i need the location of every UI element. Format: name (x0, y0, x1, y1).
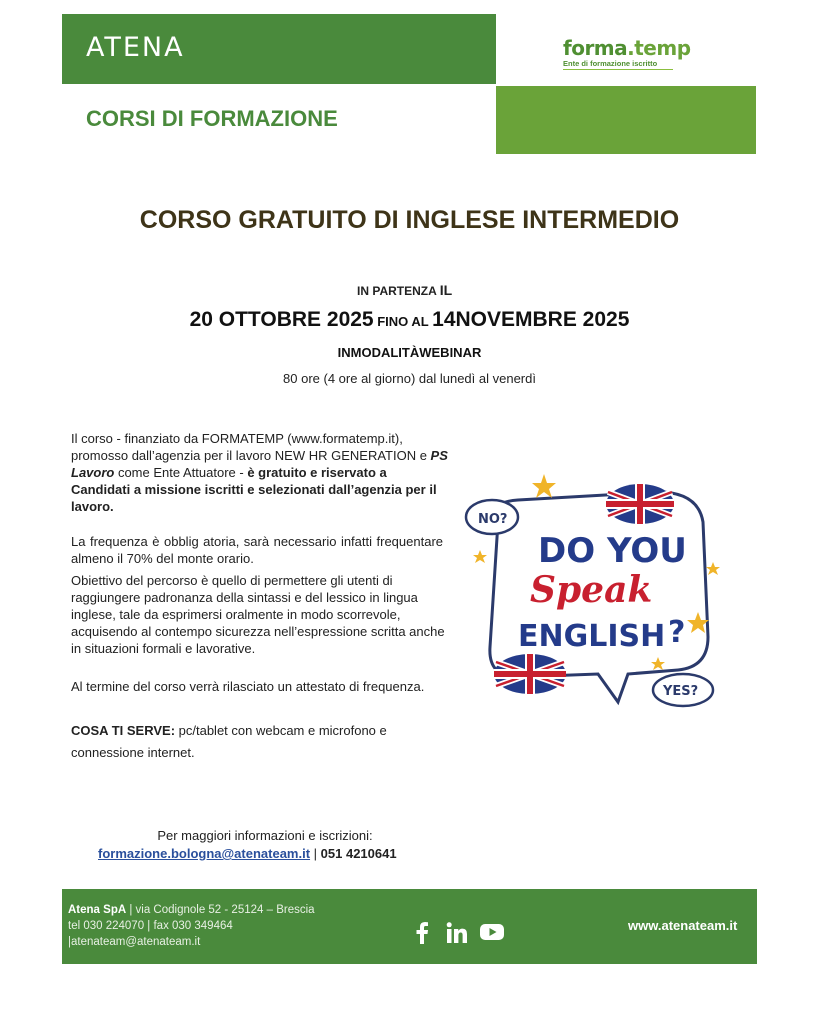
footer-address-text: | via Codignole 52 - 25124 – Brescia tel 030 224070 | fax 030 349464 |atenateam@atenateam.it (68, 904, 315, 948)
header-subtitle: CORSI DI FORMAZIONE (86, 106, 338, 131)
footer-website-link[interactable]: www.atenateam.it (628, 918, 738, 933)
start-label-text: IN PARTENZA (357, 284, 437, 298)
formatemp-logo-name-a: forma (563, 36, 628, 60)
email-link[interactable]: formazione.bologna@atenateam.it (98, 846, 311, 861)
image-line-english: ENGLISH (518, 619, 666, 654)
course-hours: 80 ore (4 ore al giorno) dal lunedì al venerdì (283, 371, 536, 386)
date-separator (374, 314, 433, 329)
paragraph-requirements (71, 720, 451, 764)
p1-emphasis: è gratuito e riservato a Candidati a missione iscritti e selezionati dall’agenzia per il lavoro. (71, 465, 437, 514)
paragraph-attendance: La frequenza è obblig atoria, sarà necessario infatti frequentare almeno il 70% del monte orario. (71, 534, 443, 566)
facebook-icon[interactable] (415, 922, 429, 949)
atena-logo: ATENA (86, 32, 185, 63)
course-title: CORSO GRATUITO DI INGLESE INTERMEDIO (139, 206, 680, 234)
header-accent-block (496, 86, 756, 154)
youtube-icon[interactable] (480, 922, 504, 947)
image-line-do-you: DO YOU (538, 531, 687, 571)
formatemp-logo-name-b: .temp (627, 36, 691, 60)
no-bubble-text: NO? (478, 512, 508, 527)
start-label (357, 282, 452, 298)
paragraph-certificate: Al termine del corso verrà rilasciato un attestato di frequenza. (71, 679, 425, 694)
ps-lavoro-name: PS Lavoro (71, 448, 448, 480)
date-from: 20 OTTOBRE 2025 (189, 308, 374, 331)
paragraph-objective: Obiettivo del percorso è quello di permettere gli utenti di raggiungere padronanza della sintassi e del lessico in lingua inglese, tale da esprimersi oralmente in modo scorrevole, acquisendo al contempo sicurezza nell’espressione scritta anche in situazioni formali e lavorative. (71, 573, 445, 656)
p1-text-a: Il corso - finanziato da FORMATEMP (www.formatemp.it), promosso dall’agenzia per il lavoro NEW HR GENERATION e (71, 431, 431, 463)
p1-text-c: come Ente Attuatore - (114, 465, 248, 480)
requirements-label: COSA TI SERVE: (71, 723, 176, 738)
footer-company: Atena SpA (68, 904, 127, 916)
formatemp-logo (563, 36, 691, 70)
do-you-speak-english-illustration (458, 462, 730, 710)
contact-line (98, 846, 397, 861)
formatemp-logo-tagline: Ente di formazione iscritto (563, 59, 673, 70)
image-question-mark: ? (668, 615, 686, 650)
yes-bubble-text: YES? (663, 684, 699, 699)
paragraph-description (71, 430, 449, 515)
contact-info-label: Per maggiori informazioni e iscrizioni: (157, 828, 373, 843)
date-to: 14NOVEMBRE 2025 (432, 308, 630, 331)
contact-separator: | (310, 846, 321, 861)
uk-flag-bottom-icon (494, 654, 566, 694)
illustration-svg (458, 462, 730, 710)
date-separator-text: FINO AL (377, 314, 429, 329)
linkedin-icon[interactable] (446, 922, 468, 949)
uk-flag-top-icon (606, 484, 674, 524)
image-line-speak: Speak (530, 569, 653, 611)
requirements-text: pc/tablet con webcam e microfono e connessione internet. (71, 723, 387, 760)
footer-address (68, 902, 318, 950)
phone-number[interactable]: 051 4210641 (320, 846, 397, 861)
course-dates (0, 308, 819, 332)
start-label-il: IL (439, 282, 453, 298)
course-mode: INMODALITÀWEBINAR (337, 345, 482, 360)
